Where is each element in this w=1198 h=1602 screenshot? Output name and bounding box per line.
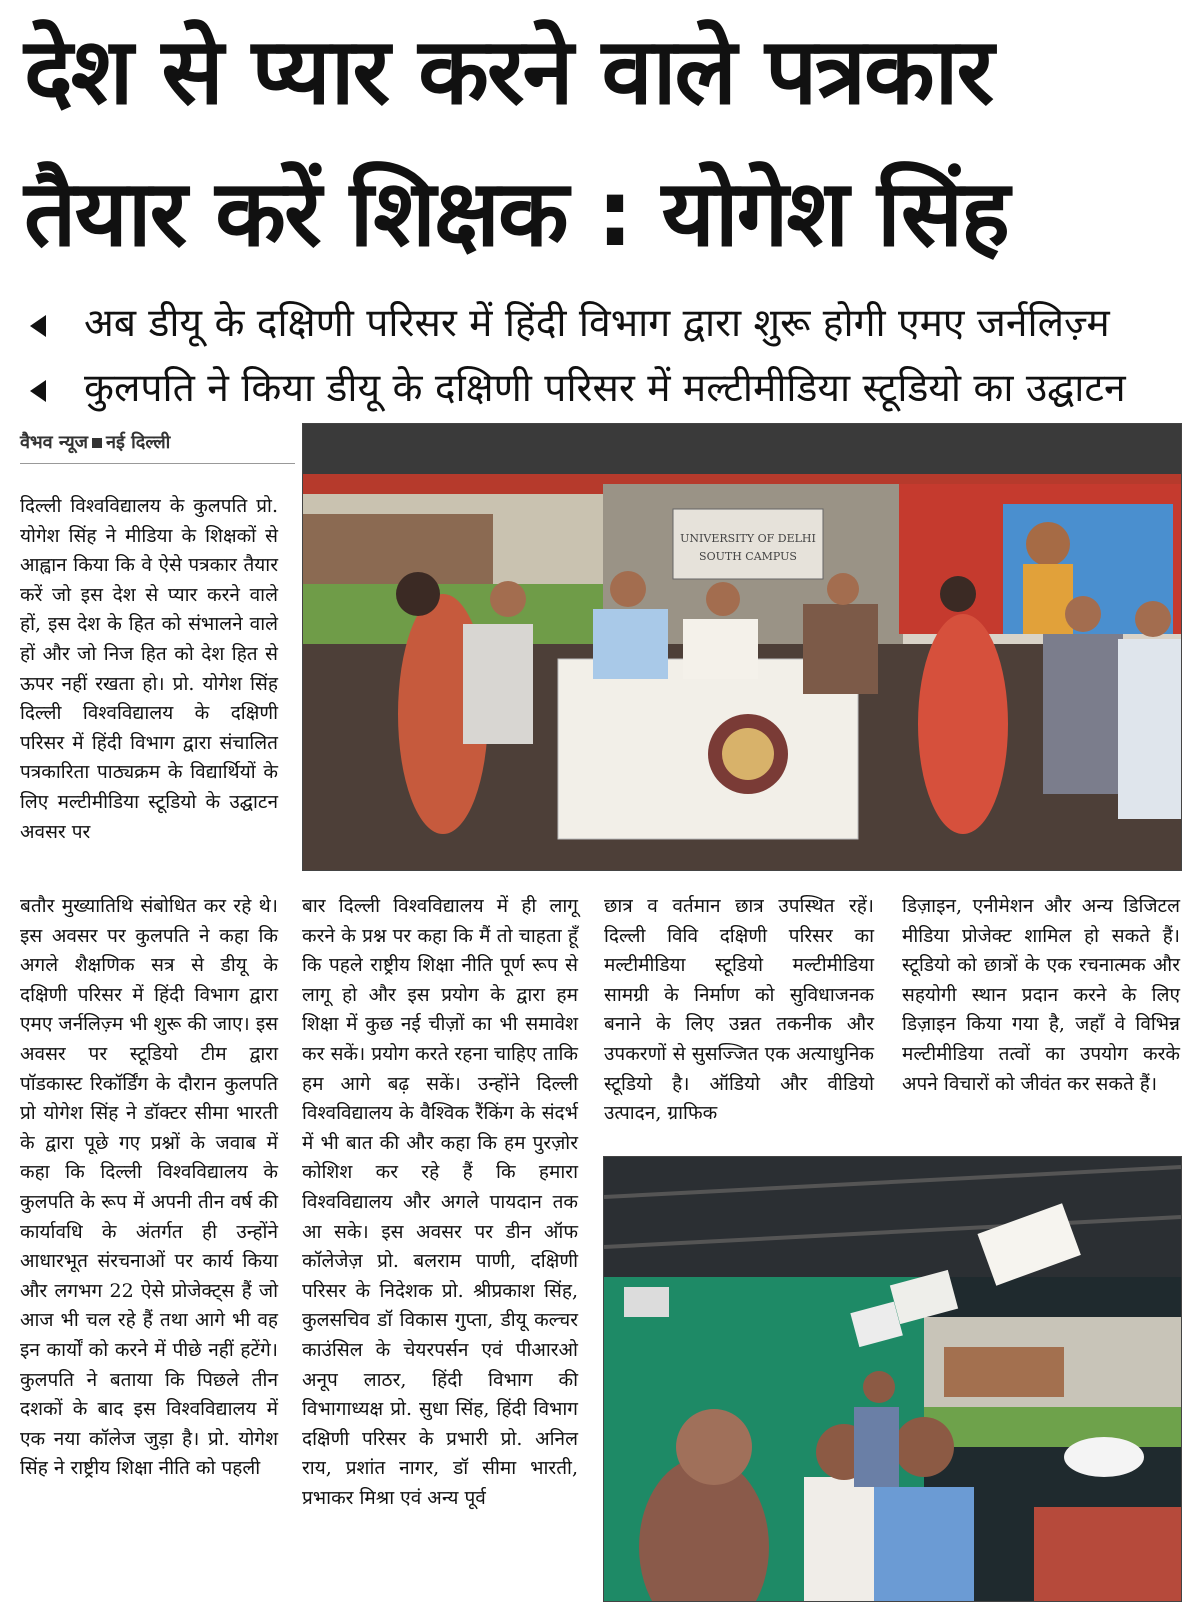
subheadline-1 xyxy=(30,300,1180,348)
headline-line-1: देश से प्यार करने वाले पत्रकार xyxy=(24,18,993,125)
byline-source: वैभव न्यूज xyxy=(20,432,89,453)
square-separator-icon xyxy=(92,438,102,448)
subheadline-2 xyxy=(30,365,1180,413)
studio-panel-photo xyxy=(302,423,1182,871)
article-column-1-top: दिल्ली विश्वविद्यालय के कुलपति प्रो. योगेश सिंह ने मीडिया के शिक्षकों से आह्वान किया कि वे ऐसे पत्रकार तैयार करें जो इस देश से प्यार करने वाले हों, इस देश के हित को संभालने वाले हों और जो निज हित को देश हित से ऊपर नहीं रखता हो। प्रो. योगेश सिंह दिल्ली विश्वविद्यालय के दक्षिणी परिसर में हिंदी विभाग द्वारा संचालित पत्रकारिता पाठ्यक्रम के विद्यार्थियों के लिए मल्टीमीडिया स्टूडियो के उद्घाटन अवसर पर xyxy=(20,495,278,843)
subheadline-2-text: कुलपति ने किया डीयू के दक्षिणी परिसर में मल्टीमीडिया स्टूडियो का उद्घाटन xyxy=(84,366,1126,411)
byline-place: नई दिल्ली xyxy=(106,432,171,453)
subheadline-1-text: अब डीयू के दक्षिणी परिसर में हिंदी विभाग द्वारा शुरू होगी एमए जर्नलिज़्म xyxy=(84,301,1110,346)
triangle-bullet-icon xyxy=(30,315,46,337)
headline-line-2: तैयार करें शिक्षक : योगेश सिंह xyxy=(24,160,1008,267)
article-column-2: बार दिल्ली विश्वविद्यालय में ही लागू करने के प्रश्न पर कहा कि मैं तो चाहता हूँ कि पहले राष्ट्रीय शिक्षा नीति पूर्ण रूप से लागू हो और इस प्रयोग के द्वारा हम शिक्षा में कुछ नई चीज़ों का भी समावेश कर सकें। प्रयोग करते रहना चाहिए ताकि हम आगे बढ़ सकें। उन्होंने दिल्ली विश्वविद्यालय के वैश्विक रैंकिंग के संदर्भ में भी बात की और कहा कि हम पुरज़ोर कोशिश कर रहे हैं कि हमारा विश्वविद्यालय और अगले पायदान तक आ सके। इस अवसर पर डीन ऑफ कॉलेजेज़ प्रो. बलराम पाणी, दक्षिणी परिसर के निदेशक प्रो. श्रीप्रकाश सिंह, कुलसचिव डॉ विकास गुप्ता, डीयू कल्चर काउंसिल के चेयरपर्सन एवं पीआरओ अनूप लाठर, हिंदी विभाग की विभागाध्यक्ष प्रो. सुधा सिंह, हिंदी विभाग दक्षिणी परिसर के प्रभारी प्रो. अनिल राय, प्रशांत नागर, डॉ सीमा भारती, प्रभाकर मिश्रा एवं अन्य पूर्व xyxy=(302,895,578,1509)
article-column-3: छात्र व वर्तमान छात्र उपस्थित रहें। दिल्ली विवि दक्षिणी परिसर का मल्टीमीडिया स्टूडियो मल्टीमीडिया सामग्री के निर्माण को सुविधाजनक बनाने के लिए उन्नत तकनीक और उपकरणों से सुसज्जित एक अत्याधुनिक स्टूडियो है। ऑडियो और वीडियो उत्पादन, ग्राफिक xyxy=(604,895,874,1125)
sign-text-1: UNIVERSITY OF DELHI xyxy=(680,532,816,545)
sign-text-2: SOUTH CAMPUS xyxy=(699,550,797,563)
byline-divider xyxy=(20,463,295,464)
article-column-4: डिज़ाइन, एनीमेशन और अन्य डिजिटल मीडिया प्रोजेक्ट शामिल हो सकते हैं। स्टूडियो को छात्रों के एक रचनात्मक और सहयोगी स्थान प्रदान करने के लिए डिज़ाइन किया गया है, जहाँ वे विभिन्न मल्टीमीडिया तत्वों का उपयोग करके अपने विचारों को जीवंत कर सकते हैं। xyxy=(902,895,1180,1095)
studio-interior-photo xyxy=(603,1156,1182,1602)
triangle-bullet-icon xyxy=(30,380,46,402)
article-column-1: बतौर मुख्यातिथि संबोधित कर रहे थे। इस अवसर पर कुलपति ने कहा कि अगले शैक्षणिक सत्र से डीयू के दक्षिणी परिसर में हिंदी विभाग द्वारा एमए जर्नलिज़्म भी शुरू की जाए। इस अवसर पर स्टूडियो टीम द्वारा पॉडकास्ट रिकॉर्डिंग के दौरान कुलपति प्रो योगेश सिंह ने डॉक्टर सीमा भारती के द्वारा पूछे गए प्रश्नों के जवाब में कहा कि दिल्ली विश्वविद्यालय के कुलपति के रूप में अपनी तीन वर्ष की कार्यावधि के अंतर्गत ही उन्होंने आधारभूत संरचनाओं पर कार्य किया और लगभग 22 ऐसे प्रोजेक्ट्स हैं जो आज भी चल रहे हैं तथा आगे भी वह इन कार्यों को करने में पीछे नहीं हटेंगे। कुलपति ने बताया कि पिछले तीन दशकों के बाद इस विश्वविद्यालय में एक नया कॉलेज जुड़ा है। प्रो. योगेश सिंह ने राष्ट्रीय शिक्षा नीति को पहली xyxy=(20,895,278,1480)
byline xyxy=(20,430,290,454)
